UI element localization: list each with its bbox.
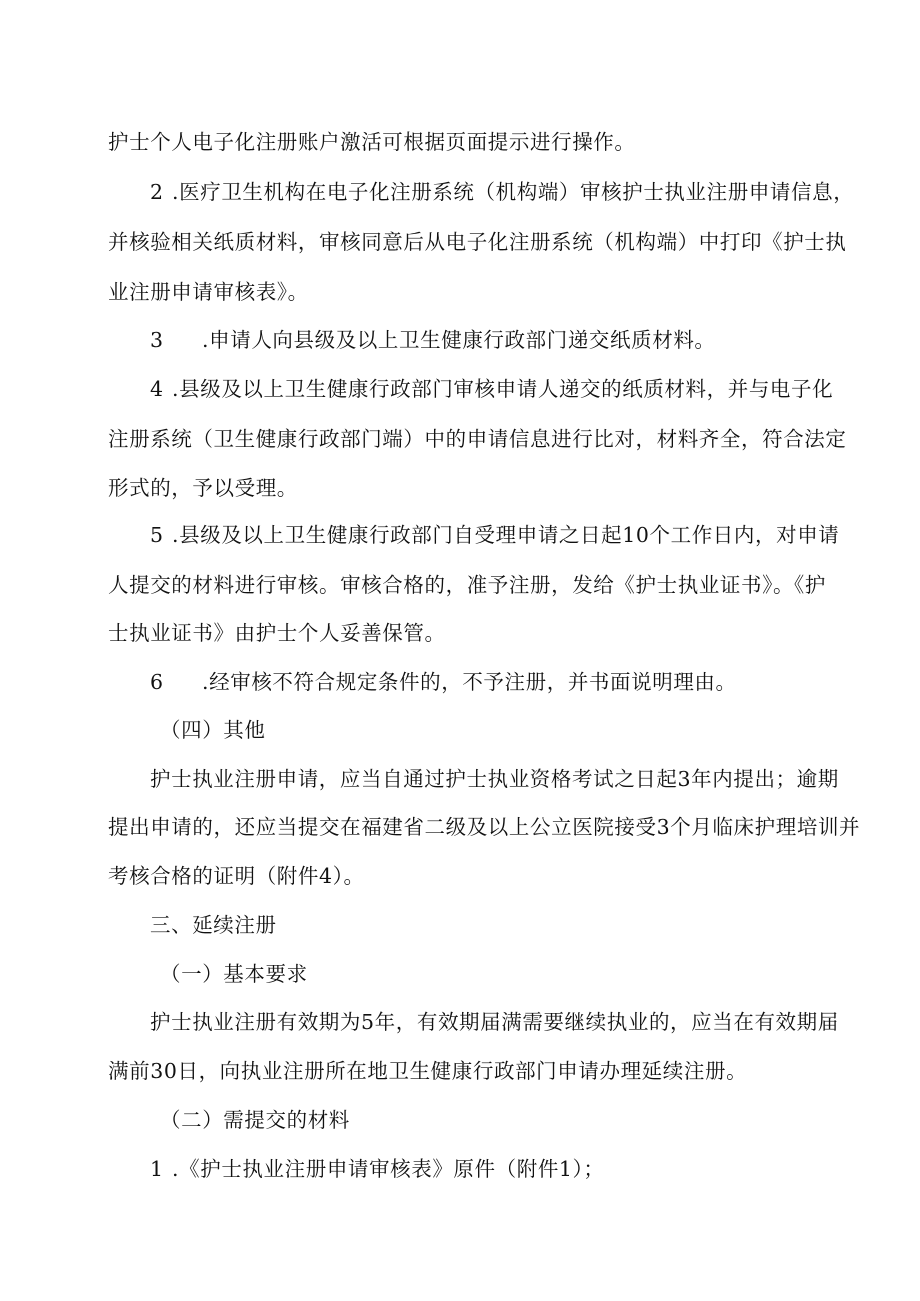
- list-item-line: [150, 668, 737, 696]
- section-heading: （二）需提交的材料: [160, 1108, 350, 1132]
- paragraph-line: 士执业证书》由护士个人妥善保管。: [108, 621, 446, 645]
- paragraph-line: 并核验相关纸质材料，审核同意后从电子化注册系统（机构端）中打印《护士执: [108, 230, 847, 254]
- paragraph-line: 满前30日，向执业注册所在地卫生健康行政部门申请办理延续注册。: [108, 1059, 748, 1083]
- section-heading: （四）其他: [160, 718, 266, 742]
- paragraph-line: 提出申请的，还应当提交在福建省二级及以上公立医院接受3个月临床护理培训并: [108, 815, 861, 839]
- list-item-number: 2: [150, 180, 164, 204]
- paragraph-line: 护士个人电子化注册账户激活可根据页面提示进行操作。: [108, 130, 636, 154]
- paragraph-line: 注册系统（卫生健康行政部门端）中的申请信息进行比对，材料齐全，符合法定: [108, 427, 847, 451]
- paragraph-line: 护士执业注册申请，应当自通过护士执业资格考试之日起3年内提出；逾期: [150, 767, 839, 791]
- list-item-number: 1: [150, 1157, 164, 1181]
- paragraph-line: 考核合格的证明（附件4）。: [108, 864, 365, 888]
- paragraph-line: 护士执业注册有效期为5年，有效期届满需要继续执业的，应当在有效期届: [150, 1010, 839, 1034]
- list-item-text: .申请人向县级及以上卫生健康行政部门递交纸质材料。: [202, 328, 716, 352]
- list-item-text: .医疗卫生机构在电子化注册系统（机构端）审核护士执业注册申请信息，: [172, 180, 855, 204]
- list-item-line: [150, 375, 833, 403]
- list-item-text: .《护士执业注册申请审核表》原件（附件1）；: [172, 1157, 605, 1181]
- paragraph-line: 形式的，予以受理。: [108, 476, 298, 500]
- list-item-line: [150, 178, 854, 206]
- list-item-text: .经审核不符合规定条件的，不予注册，并书面说明理由。: [202, 670, 737, 694]
- paragraph-line: 人提交的材料进行审核。审核合格的，准予注册，发给《护士执业证书》。《护: [108, 573, 826, 597]
- list-item-text: .县级及以上卫生健康行政部门自受理申请之日起10个工作日内，对申请: [172, 523, 840, 547]
- list-item-number: 3: [150, 328, 164, 352]
- list-item-text: .县级及以上卫生健康行政部门审核申请人递交的纸质材料，并与电子化: [172, 377, 834, 401]
- list-item-number: 6: [150, 670, 164, 694]
- list-item-line: [150, 1155, 605, 1183]
- list-item-number: 5: [150, 523, 164, 547]
- chapter-heading: 三、延续注册: [150, 913, 277, 937]
- list-item-line: [150, 326, 716, 354]
- list-item-number: 4: [150, 377, 164, 401]
- list-item-line: [150, 521, 839, 549]
- section-heading: （一）基本要求: [160, 962, 308, 986]
- paragraph-line: 业注册申请审核表》。: [108, 280, 309, 304]
